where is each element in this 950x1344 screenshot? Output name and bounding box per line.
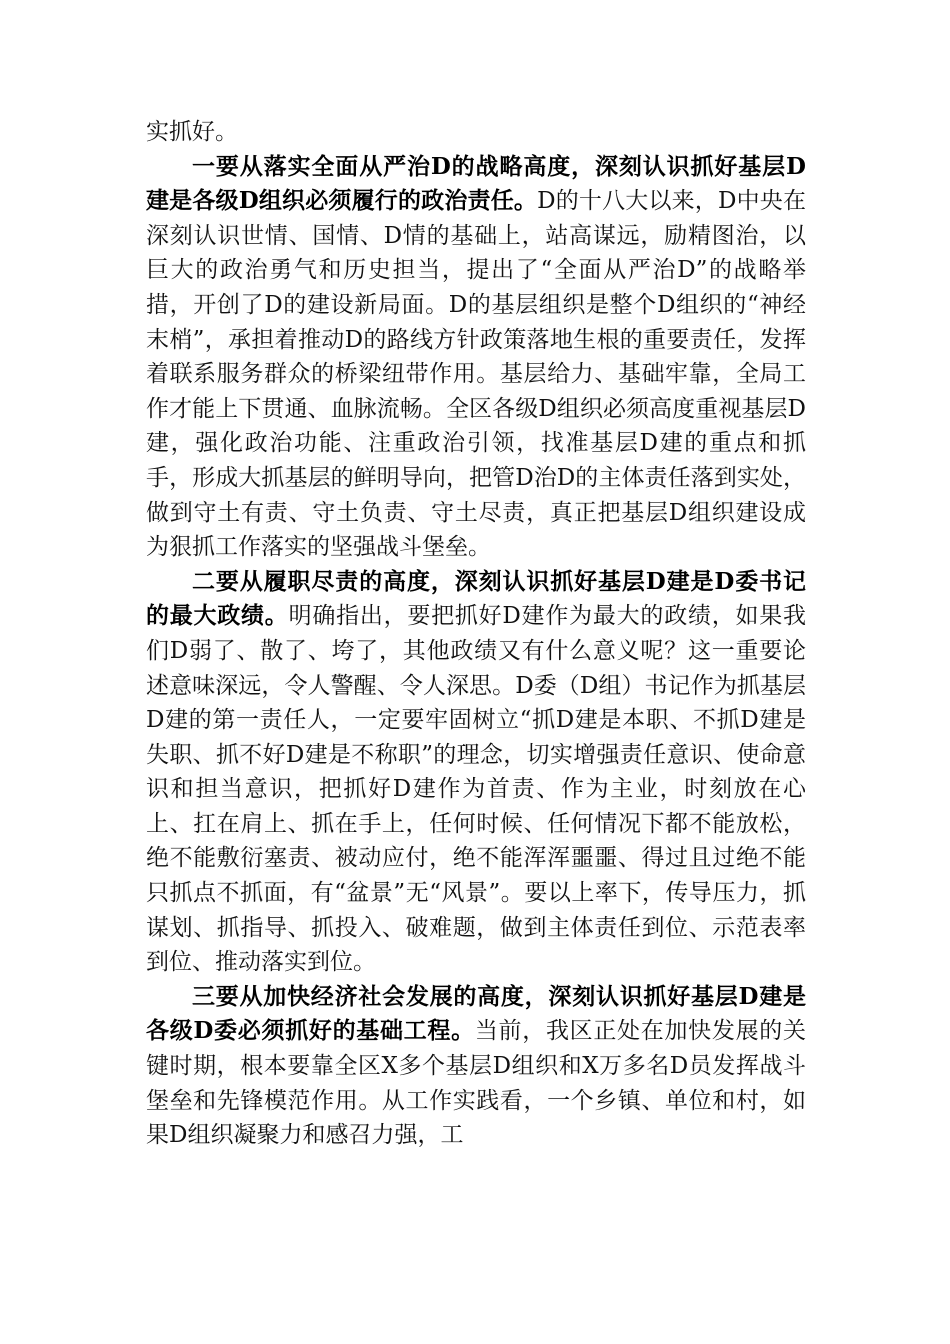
paragraph-text: 当前，我区正处在加快发展的关键时期，根本要靠全区X多个基层D组织和X万多名D员发挥战斗堡垒和先锋模范作用。从工作实践看，一个乡镇、单位和村，如果D组织凝聚力和感召力强，工: [146, 1018, 806, 1149]
document-body: [146, 115, 806, 1153]
paragraph-text: 实抓好。: [146, 119, 238, 145]
paragraph-2: [146, 565, 806, 980]
paragraph-lead: 一要从落实全面从严治D的战略高度，深刻认识抓好基层D建是各级D组织必须履行的政治责任。: [146, 152, 806, 215]
paragraph-0: [146, 115, 806, 150]
paragraph-3: [146, 980, 806, 1153]
paragraph-text: 明确指出，要把抓好D建作为最大的政绩，如果我们D弱了、散了、垮了，其他政绩又有什么意义呢？这一重要论述意味深远，令人警醒、令人深思。D委（D组）书记作为抓基层D建的第一责任人，一定要牢固树立“抓D建是本职、不抓D建是失职、抓不好D建是不称职”的理念，切实增强责任意识、使命意识和担当意识，把抓好D建作为首责、作为主业，时刻放在心上、扛在肩上、抓在手上，任何时候、任何情况下都不能放松，绝不能敷衍塞责、被动应付，绝不能浑浑噩噩、得过且过绝不能只抓点不抓面，有“盆景”无“风景”。要以上率下，传导压力，抓谋划、抓指导、抓投入、破难题，做到主体责任到位、示范表率到位、推动落实到位。: [146, 603, 806, 976]
paragraph-1: [146, 150, 806, 565]
paragraph-lead: 三要从加快经济社会发展的高度，深刻认识抓好基层D建是各级D委必须抓好的基础工程。: [146, 982, 806, 1045]
paragraph-text: D的十八大以来，D中央在深刻认识世情、国情、D情的基础上，站高谋远，励精图治，以巨大的政治勇气和历史担当，提出了“全面从严治D”的战略举措，开创了D的建设新局面。D的基层组织是整个D组织的“神经末梢”，承担着推动D的路线方针政策落地生根的重要责任，发挥着联系服务群众的桥梁纽带作用。基层给力、基础牢靠，全局工作才能上下贯通、血脉流畅。全区各级D组织必须高度重视基层D建，强化政治功能、注重政治引领，找准基层D建的重点和抓手，形成大抓基层的鲜明导向，把管D治D的主体责任落到实处，做到守土有责、守土负责、守土尽责，真正把基层D组织建设成为狠抓工作落实的坚强战斗堡垒。: [146, 188, 806, 561]
paragraph-lead: 二要从履职尽责的高度，深刻认识抓好基层D建是D委书记的最大政绩。: [146, 567, 806, 630]
